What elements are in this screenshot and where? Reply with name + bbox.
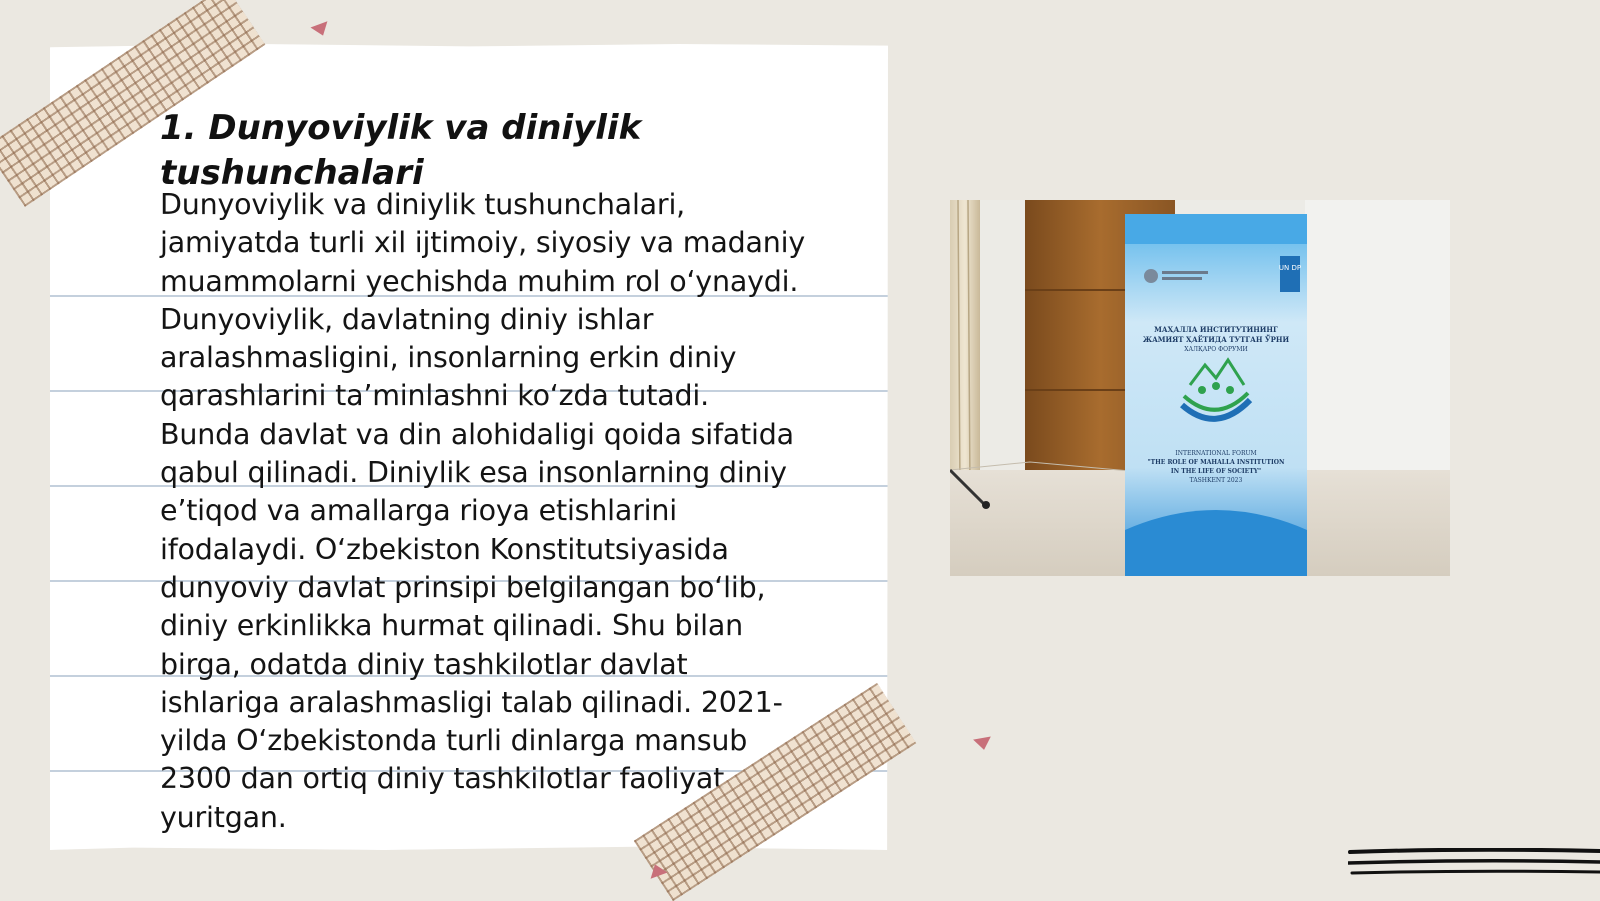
slide-body-text: Dunyoviylik va diniylik tushunchalari, jamiyatda turli xil ijtimoiy, siyosiy va madaniy muammolarni yechishda muhim rol o‘ynaydi. Dunyoviylik, davlatning diniy ishlar aralashmasligini, insonlarning erkin diniy qarashlarini ta’minlashni ko‘zda tutadi. Bunda davlat va din alohidaligi qoida sifatida qabul qilinadi. Diniylik esa insonlarning diniy e’tiqod va amallarga rioya etishlarini ifodalaydi. O‘zbekiston Konstitutsiyasida dunyoviy davlat prinsipi belgilangan bo‘lib, diniy erkinlikka hurmat qilinadi. Shu bilan birga, odatda diniy tashkilotlar davlat ishlariga aralashmasligi talab qilinadi. 2021- yilda O‘zbekistonda turli dinlarga mansub 2300 dan ortiq diniy tashkilotlar faoliyat yuritgan. (160, 188, 806, 834)
banner-text-line: ЖАМИЯТ ҲАЁТИДА ТУТГАН ЎРНИ (1142, 335, 1290, 344)
banner-photo (950, 200, 1450, 576)
pin-icon (310, 21, 331, 38)
banner-text-line: ХАЛҚАРО ФОРУМИ (1184, 346, 1248, 353)
banner-text-line: TASHKENT 2023 (1189, 477, 1243, 484)
banner-photo-illustration (950, 200, 1450, 576)
banner-text-line: IN THE LIFE OF SOCIETY" (1170, 468, 1262, 475)
banner-text-line: МАҲАЛЛА ИНСТИТУТИНИНГ (1154, 325, 1278, 334)
undp-logo-text: UN DP (1278, 264, 1302, 272)
slide-title: 1. Dunyoviylik va diniylik tushunchalari (160, 108, 642, 193)
banner-text-line: INTERNATIONAL FORUM (1175, 450, 1257, 457)
decorative-lines (1348, 848, 1600, 888)
banner-text-line: "THE ROLE OF MAHALLA INSTITUTION (1147, 459, 1285, 466)
pin-icon (973, 737, 993, 752)
